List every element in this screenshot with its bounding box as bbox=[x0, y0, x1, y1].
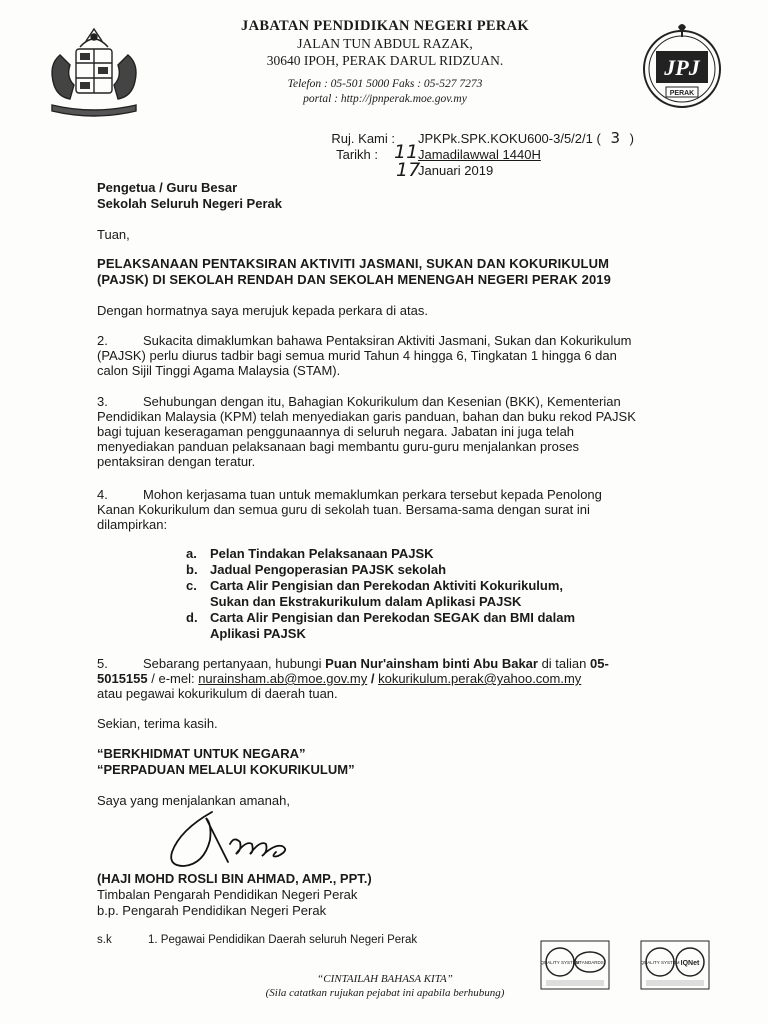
attachment-text: Sukan dan Ekstrakurikulum dalam Aplikasi PAJSK bbox=[210, 594, 522, 609]
certification-badge-icon bbox=[640, 940, 710, 990]
attachment-letter: a. bbox=[186, 546, 197, 561]
attachment-letter: b. bbox=[186, 562, 198, 577]
footer-slogan: “CINTAILAH BAHASA KITA” bbox=[317, 973, 453, 985]
org-name: JABATAN PENDIDIKAN NEGERI PERAK bbox=[241, 18, 529, 34]
paragraph-5-line-2 bbox=[97, 671, 672, 686]
contact-phone-a: 05- bbox=[590, 656, 609, 671]
paragraph-3-text-1: Sehubungan dengan itu, Bahagian Kokurikulum dan Kesenian (BKK), Kementerian bbox=[143, 394, 621, 409]
paragraph-4-line-2: Kanan Kokurikulum dan semua guru di sekolah tuan. Bersama-sama dengan surat ini bbox=[97, 502, 590, 517]
coat-of-arms-icon bbox=[40, 25, 148, 117]
paragraph-5 bbox=[97, 656, 672, 701]
subject-line-1: PELAKSANAAN PENTAKSIRAN AKTIVITI JASMANI, SUKAN DAN KOKURIKULUM bbox=[97, 256, 610, 271]
letterhead bbox=[180, 18, 590, 106]
salutation: Tuan, bbox=[97, 227, 130, 242]
paragraph-4-text-1: Mohon kerjasama tuan untuk memaklumkan perkara tersebut kepada Penolong bbox=[143, 487, 602, 502]
phone-line: Telefon : 05-501 5000 Faks : 05-527 7273 bbox=[287, 78, 483, 90]
day: 17 bbox=[396, 159, 421, 181]
ruj-code: JPKPk.SPK.KOKU600-3/5/2/1 ( bbox=[418, 131, 601, 146]
attachment-text: Carta Alir Pengisian dan Perekodan SEGAK dan BMI dalam bbox=[210, 610, 576, 625]
badge-4-text: IQNet bbox=[680, 960, 700, 967]
address-line-1: JALAN TUN ABDUL RAZAK, bbox=[297, 36, 473, 51]
paragraph-4-num: 4. bbox=[97, 487, 108, 502]
email-link-yahoo[interactable]: kokurikulum.perak@yahoo.com.my bbox=[378, 671, 582, 686]
paragraph-5-num: 5. bbox=[97, 656, 108, 671]
recipient-line-1: Pengetua / Guru Besar bbox=[97, 180, 238, 195]
date: Januari 2019 bbox=[418, 163, 494, 178]
certification-badge-icon bbox=[540, 940, 610, 990]
ruj-label: Ruj. Kami : bbox=[331, 131, 395, 146]
paragraph-5-text-c: / e-mel: bbox=[147, 671, 199, 686]
paragraph-5-line-1 bbox=[97, 656, 672, 671]
paragraph-3-line-1 bbox=[97, 394, 672, 409]
contact-name: Puan Nur'ainsham binti Abu Bakar bbox=[325, 656, 538, 671]
ruj-number: 3 bbox=[610, 129, 620, 147]
badge-2-text: STANDARDS bbox=[576, 960, 604, 965]
subject-line-2: (PAJSK) DI SEKOLAH RENDAH DAN SEKOLAH MENENGAH NEGERI PERAK 2019 bbox=[97, 272, 611, 287]
paragraph-3-line-5: pentaksiran dengan teratur. bbox=[97, 454, 256, 469]
email-separator: / bbox=[367, 671, 379, 686]
paragraph-2-num: 2. bbox=[97, 333, 108, 348]
signatory-title-2: b.p. Pengarah Pendidikan Negeri Perak bbox=[97, 903, 327, 918]
cc-item: 1. Pegawai Pendidikan Daerah seluruh Negeri Perak bbox=[148, 934, 418, 946]
signatory-name: (HAJI MOHD ROSLI BIN AHMAD, AMP., PPT.) bbox=[97, 871, 372, 886]
attachment-letter: c. bbox=[186, 578, 197, 593]
portal-line: portal : http://jpnperak.moe.gov.my bbox=[303, 92, 467, 105]
attachment-text: Jadual Pengoperasian PAJSK sekolah bbox=[210, 562, 447, 577]
signatory-title-1: Timbalan Pengarah Pendidikan Negeri Perak bbox=[97, 887, 358, 902]
motto-2: “PERPADUAN MELALUI KOKURIKULUM” bbox=[97, 762, 355, 777]
badge-1-text: QUALITY SYSTEM bbox=[540, 960, 580, 965]
emblem-monogram: JPJ bbox=[664, 55, 700, 80]
paragraph-3-line-3: bagi tujuan keseragaman penggunaannya di seluruh negara. Jabatan ini juga telah bbox=[97, 424, 575, 439]
jpn-perak-emblem-icon bbox=[638, 23, 726, 111]
paragraph-2 bbox=[97, 333, 672, 378]
tarikh-label: Tarikh : bbox=[336, 147, 378, 162]
paragraph-2-line-3: calon Sijil Tinggi Agama Malaysia (STAM). bbox=[97, 363, 341, 378]
closing-text: Sekian, terima kasih. bbox=[97, 716, 218, 731]
footer-note: (Sila catatkan rujukan pejabat ini apabila berhubung) bbox=[265, 987, 505, 999]
emblem-text: PERAK bbox=[669, 90, 695, 97]
cert-badge-group-1 bbox=[540, 940, 610, 995]
paragraph-4-line-3: dilampirkan: bbox=[97, 517, 168, 532]
paragraph-3-line-4: menyediakan panduan pelaksanaan bagi membantu guru-guru menjalankan proses bbox=[97, 439, 580, 454]
ruj-close: ) bbox=[629, 131, 634, 146]
signature-icon bbox=[150, 800, 320, 875]
attachment-letter: d. bbox=[186, 610, 198, 625]
signoff-text: Saya yang menjalankan amanah, bbox=[97, 793, 290, 808]
ruj-value bbox=[418, 131, 634, 146]
address-line-2: 30640 IPOH, PERAK DARUL RIDZUAN. bbox=[266, 53, 504, 68]
paragraph-2-text-1: Sukacita dimaklumkan bahawa Pentaksiran Aktiviti Jasmani, Sukan dan Kokurikulum bbox=[143, 333, 632, 348]
motto-1: “BERKHIDMAT UNTUK NEGARA” bbox=[97, 746, 306, 761]
email-link-moe[interactable]: nurainsham.ab@moe.gov.my bbox=[198, 671, 368, 686]
paragraph-5-text-b: di talian bbox=[537, 656, 591, 671]
paragraph-2-line-1 bbox=[97, 333, 672, 348]
hijri-day: 11 bbox=[394, 141, 419, 163]
attachment-text: Aplikasi PAJSK bbox=[210, 626, 306, 641]
paragraph-5-line-3: atau pegawai kokurikulum di daerah tuan. bbox=[97, 686, 338, 701]
paragraph-3-line-2: Pendidikan Malaysia (KPM) telah menyediakan garis panduan, bahan dan buku rekod PAJSK bbox=[97, 409, 636, 424]
cert-badge-group-2 bbox=[640, 940, 710, 995]
paragraph-5-text-a: Sebarang pertanyaan, hubungi bbox=[143, 656, 326, 671]
paragraph-2-line-2: (PAJSK) perlu diurus tadbir bagi semua murid Tahun 4 hingga 6, Tingkatan 1 hingga 6 dan bbox=[97, 348, 617, 363]
badge-3-text: QUALITY SYSTEM bbox=[640, 960, 680, 965]
paragraph-4 bbox=[97, 487, 672, 532]
recipient-line-2: Sekolah Seluruh Negeri Perak bbox=[97, 196, 282, 211]
contact-phone-b: 5015155 bbox=[97, 671, 148, 686]
paragraph-3 bbox=[97, 394, 672, 469]
cc-label: s.k bbox=[97, 934, 112, 946]
paragraph-3-num: 3. bbox=[97, 394, 108, 409]
paragraph-4-line-1 bbox=[97, 487, 672, 502]
hijri-date: Jamadilawwal 1440H bbox=[418, 147, 541, 162]
intro-text: Dengan hormatnya saya merujuk kepada perkara di atas. bbox=[97, 303, 428, 318]
attachment-text: Pelan Tindakan Pelaksanaan PAJSK bbox=[210, 546, 434, 561]
attachment-text: Carta Alir Pengisian dan Perekodan Aktiviti Kokurikulum, bbox=[210, 578, 564, 593]
